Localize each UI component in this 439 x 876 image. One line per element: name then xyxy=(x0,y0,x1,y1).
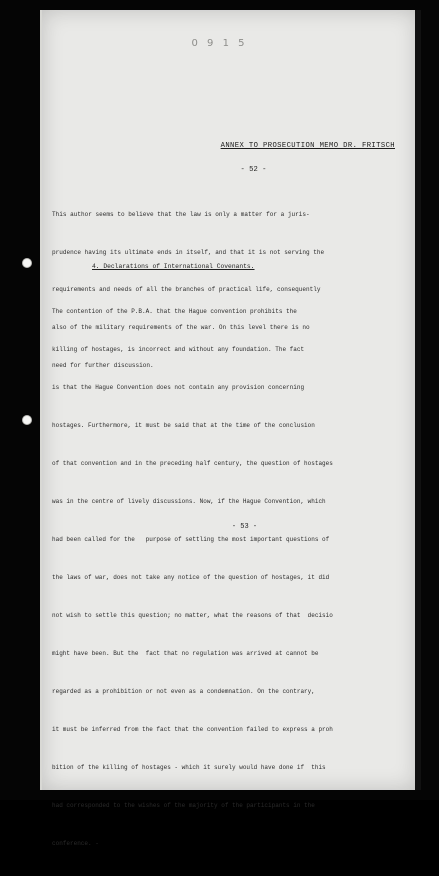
paragraph-2 xyxy=(52,281,368,876)
section-heading: 4. Declarations of International Covenants. xyxy=(92,263,255,270)
text-line: killing of hostages, is incorrect and without any foundation. The fact xyxy=(52,346,305,354)
text-line: need for further discussion. xyxy=(52,361,154,369)
punch-hole xyxy=(22,415,32,425)
text-line: hostages. Furthermore, it must be said that at the time of the conclusion xyxy=(52,422,315,430)
page-edge-shadow xyxy=(415,10,421,790)
text-line: requirements and needs of all the branches of practical life, consequently xyxy=(52,286,321,294)
page-number-bottom: - 53 - xyxy=(231,523,258,531)
text-line: of that convention and in the preceding half century, the question of hostages xyxy=(52,460,333,468)
frame-number: 0 9 1 5 xyxy=(191,38,248,49)
text-line: regarded as a prohibition or not even as a condemnation. On the contrary, xyxy=(52,687,315,695)
text-line: prudence having its ultimate ends in itself, and that it is not serving the xyxy=(52,248,325,256)
text-line: had been called for the purpose of settling the most important questions of xyxy=(52,536,330,544)
text-line: The contention of the P.B.A. that the Hague convention prohibits the xyxy=(52,308,297,316)
text-line: is that the Hague Convention does not contain any provision concerning xyxy=(52,384,305,392)
text-line: the laws of war, does not take any notice of the question of hostages, it did xyxy=(52,573,330,581)
text-line: This author seems to believe that the law is only a matter for a juris- xyxy=(52,211,310,219)
text-line: it must be inferred from the fact that the convention failed to express a proh xyxy=(52,725,333,733)
text-line: was in the centre of lively discussions. Now, if the Hague Convention, which xyxy=(52,498,326,506)
text-line: bition of the killing of hostages - which it surely would have done if this xyxy=(52,763,326,771)
punch-hole xyxy=(22,258,32,268)
text-line: not wish to settle this question; no matter, what the reasons of that decisio xyxy=(52,611,333,619)
text-line: might have been. But the fact that no regulation was arrived at cannot be xyxy=(52,649,319,657)
document-header: ANNEX TO PROSECUTION MEMO DR. FRITSCH xyxy=(220,142,395,150)
text-line: also of the military requirements of the war. On this level there is no xyxy=(52,324,310,332)
text-line: conference. - xyxy=(52,839,99,847)
page-number-top: - 52 - xyxy=(240,166,267,174)
text-line: had corresponded to the wishes of the majority of the participants in the xyxy=(52,801,315,809)
